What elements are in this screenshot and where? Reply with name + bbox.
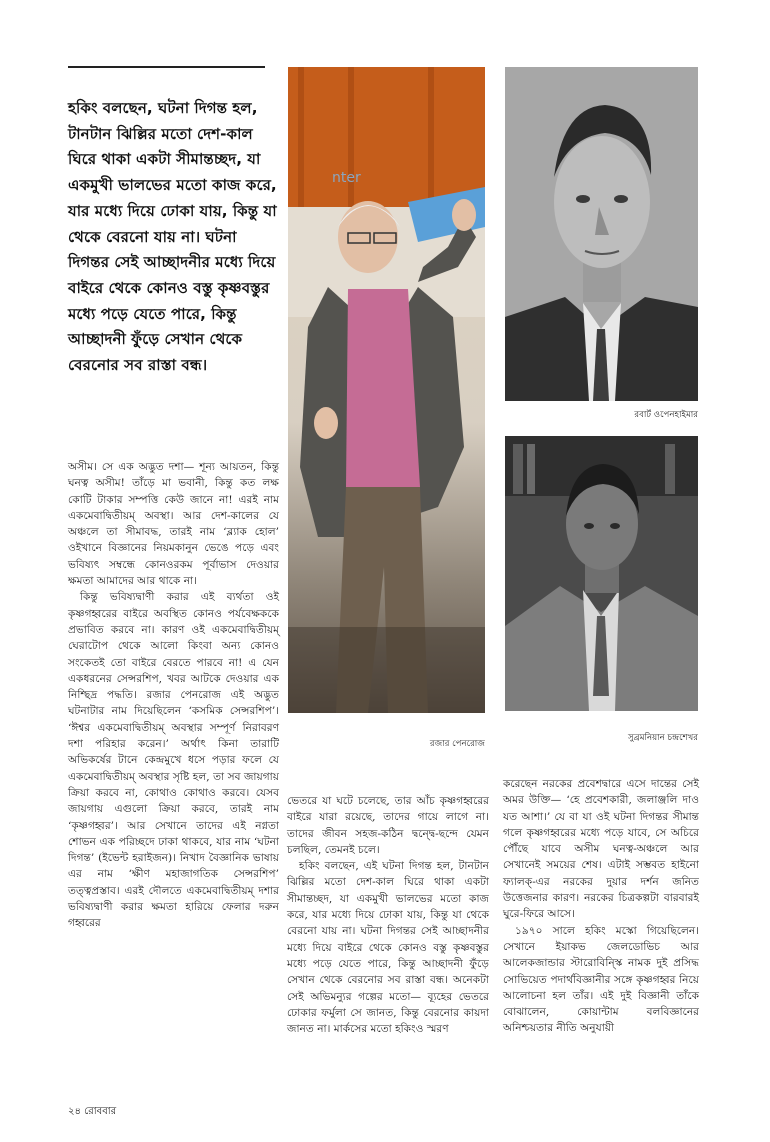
caption-penrose: রজার পেনরোজ (429, 739, 485, 749)
top-rule (68, 66, 265, 68)
column-3-paragraph-2: ১৯৭০ সালে হকিং মস্কো গিয়েছিলেন। সেখানে ইয়াকভ জেলডোভিচ আর আলেকজান্ডার স্টারোবিন্স্কি নামক দুই প্রসিদ্ধ সোভিয়েত পদার্থবিজ্ঞানীর সঙ্গে কৃষ্ণগহ্বর নিয়ে আলোচনা হল তাঁর। এই দুই বিজ্ঞানী তাঁকে বোঝালেন, কোয়ান্টাম বলবিজ্ঞানের অনিশ্চয়তার নীতি অনুযায়ী (503, 924, 699, 1035)
photo-chandrasekhar (505, 436, 698, 711)
caption-oppenheimer: রবার্ট ওপেনহাইমার (634, 410, 698, 420)
backdrop-sign-text: nter (332, 170, 361, 186)
photo-roger-penrose (288, 67, 485, 713)
article-column-3 (503, 776, 699, 1037)
article-column-2 (287, 793, 489, 1037)
photo-robert-oppenheimer (505, 67, 698, 401)
column-2-paragraph-2: হকিং বলছেন, এই ঘটনা দিগন্ত হল, টানটান ঝিল্লির মতো দেশ-কাল ঘিরে থাকা একটা সীমান্তচ্ছদ, যা একমুখী ভালভের মতো কাজ করে, যার মধ্যে দিয়ে ঢোকা যায়, কিন্তু যা থেকে বেরনো যায় না। ঘটনা দিগন্তর সেই আচ্ছাদনীর মধ্যে দিয়ে বাইরে থেকে কোনও বস্তু কৃষ্ণবস্তুর মধ্যে পড়ে যেতে পারে, কিন্তু আচ্ছাদনী ফুঁড়ে সেখান থেকে বেরনোর সব রাস্তা বন্ধ। অনেকটা সেই অভিমন্যুর গল্পের মতো— ব্যূহের ভেতরে ঢোকার ফর্মুলা সে জানত, কিন্তু বেরনোর কায়দা জানত না। মার্কসের মতো হকিংও স্মরণ (287, 860, 489, 1036)
column-1-paragraph-2: কিন্তু ভবিষ্যদ্বাণী করার এই ব্যর্থতা ওই কৃষ্ণগহ্বরের বাইরে অবস্থিত কোনও পর্যবেক্ষককে প্রভাবিত করবে না। কারণ ওই একমেবাদ্বিতীয়ম্ ঘেরাটোপ থেকে আলো কিংবা অন্য কোনও সংকেতই তো বাইরে বেরতে পারবে না! এ যেন একধরনের সেন্সরশিপ, খবর আটকে দেওয়ার এক নিশ্ছিদ্র পদ্ধতি। রজার পেনরোজ এই অদ্ভুত ঘটনাটার নাম দিয়েছিলেন ‘কসমিক সেন্সরশিপ’। ‘ঈশ্বর একমেবাদ্বিতীয়ম্ অবস্থার সম্পূর্ণ নিরাবরণ দশা পরিহার করেন।’ অর্থাৎ কিনা তারাটি অভিকর্ষের টানে কেন্দ্রমুখে ধসে পড়ার ফলে যে একমেবাদ্বিতীয়ম্ অবস্থার সৃষ্টি হল, তা সব জায়গায় ক্রিয়া করবে না, কোথাও কোথাও করবে। যেসব জায়গায় এগুলো ক্রিয়া করবে, তারই নাম ‘কৃষ্ণগহ্বর’। আর সেখানে তাদের এই নগ্নতা শোভন এক পরিচ্ছদে ঢাকা থাকবে, যার নাম ‘ঘটনা দিগন্ত’ (ইভেন্ট হরাইজন)। নিখাদ বৈজ্ঞানিক ভাষায় এর নাম ‘ক্ষীণ মহাজাগতিক সেন্সরশিপ’ তত্ত্বপ্রস্তাব। এরই দৌলতে একমেবাদ্বিতীয়ম্ দশার ভবিষ্যদ্বাণী করার ক্ষমতা হারিয়ে ফেলার দরুন গহ্বরের (68, 591, 279, 930)
caption-chandrasekhar: সুব্রমনিয়ান চন্দ্রশেখর (627, 733, 698, 743)
article-column-1 (68, 459, 279, 932)
column-3-paragraph-1: করেছেন নরকের প্রবেশদ্বারে এসে দান্তের সেই অমর উক্তি— ‘হে প্রবেশকারী, জলাঞ্জলি দাও যত আশা।’ যে বা যা ওই ঘটনা দিগন্তর সীমান্ত গলে কৃষ্ণগহ্বরের মধ্যে পড়ে যাবে, সে অচিরে পৌঁছে যাবে অসীম ঘনত্ব-অঞ্চলে আর সেখানেই সময়ের শেষ। এটাই সম্ভবত হাইনো ফ্যালক্-এর নরকের দুয়ার দর্শন জনিত উত্তেজনার কারণ। নরকের চিত্রকল্পটা বারবারই ঘুরে-ফিরে আসে। (503, 778, 699, 921)
column-2-paragraph-1: ভেতরে যা ঘটে চলেছে, তার আঁচ কৃষ্ণগহ্বরের বাইরে যারা রয়েছে, তাদের গায়ে লাগে না। তাদের জীবন সহজ-কঠিন দ্বন্দ্বে-ছন্দে যেমন চলছিল, তেমনই চলে। (287, 795, 489, 856)
pull-quote: হকিং বলছেন, ঘটনা দিগন্ত হল, টানটান ঝিল্লির মতো দেশ-কাল ঘিরে থাকা একটা সীমান্তচ্ছদ, যা একমুখী ভালভের মতো কাজ করে, যার মধ্যে দিয়ে ঢোকা যায়, কিন্তু যা থেকে বেরনো যায় না। ঘটনা দিগন্তর সেই আচ্ছাদনীর মধ্যে দিয়ে বাইরে থেকে কোনও বস্তু কৃষ্ণবস্তুর মধ্যে পড়ে যেতে পারে, কিন্তু আচ্ছাদনী ফুঁড়ে সেখান থেকে বেরনোর সব রাস্তা বন্ধ। (68, 99, 277, 375)
column-1-paragraph-1: অসীম। সে এক অদ্ভুত দশা— শূন্য আয়তন, কিন্তু ঘনত্ব অসীম! তাঁড়ে মা ভবানী, কিন্তু কত লক্ষ কোটি টাকার সম্পত্তি কেউ জানে না! এরই নাম একমেবাদ্বিতীয়ম্ অবস্থা। আর দেশ-কালের যে অঞ্চলে তা সীমাবদ্ধ, তারই নাম ‘ব্ল্যাক হোল’ ওইখানে বিজ্ঞানের নিয়মকানুন ভেঙে পড়ে এবং ভবিষ্যৎ সম্বন্ধে কোনওরকম পূর্বাভাস দেওয়ার ক্ষমতা আমাদের আর থাকে না। (68, 461, 279, 588)
page-folio: ২৪ রোববার (68, 1106, 117, 1117)
